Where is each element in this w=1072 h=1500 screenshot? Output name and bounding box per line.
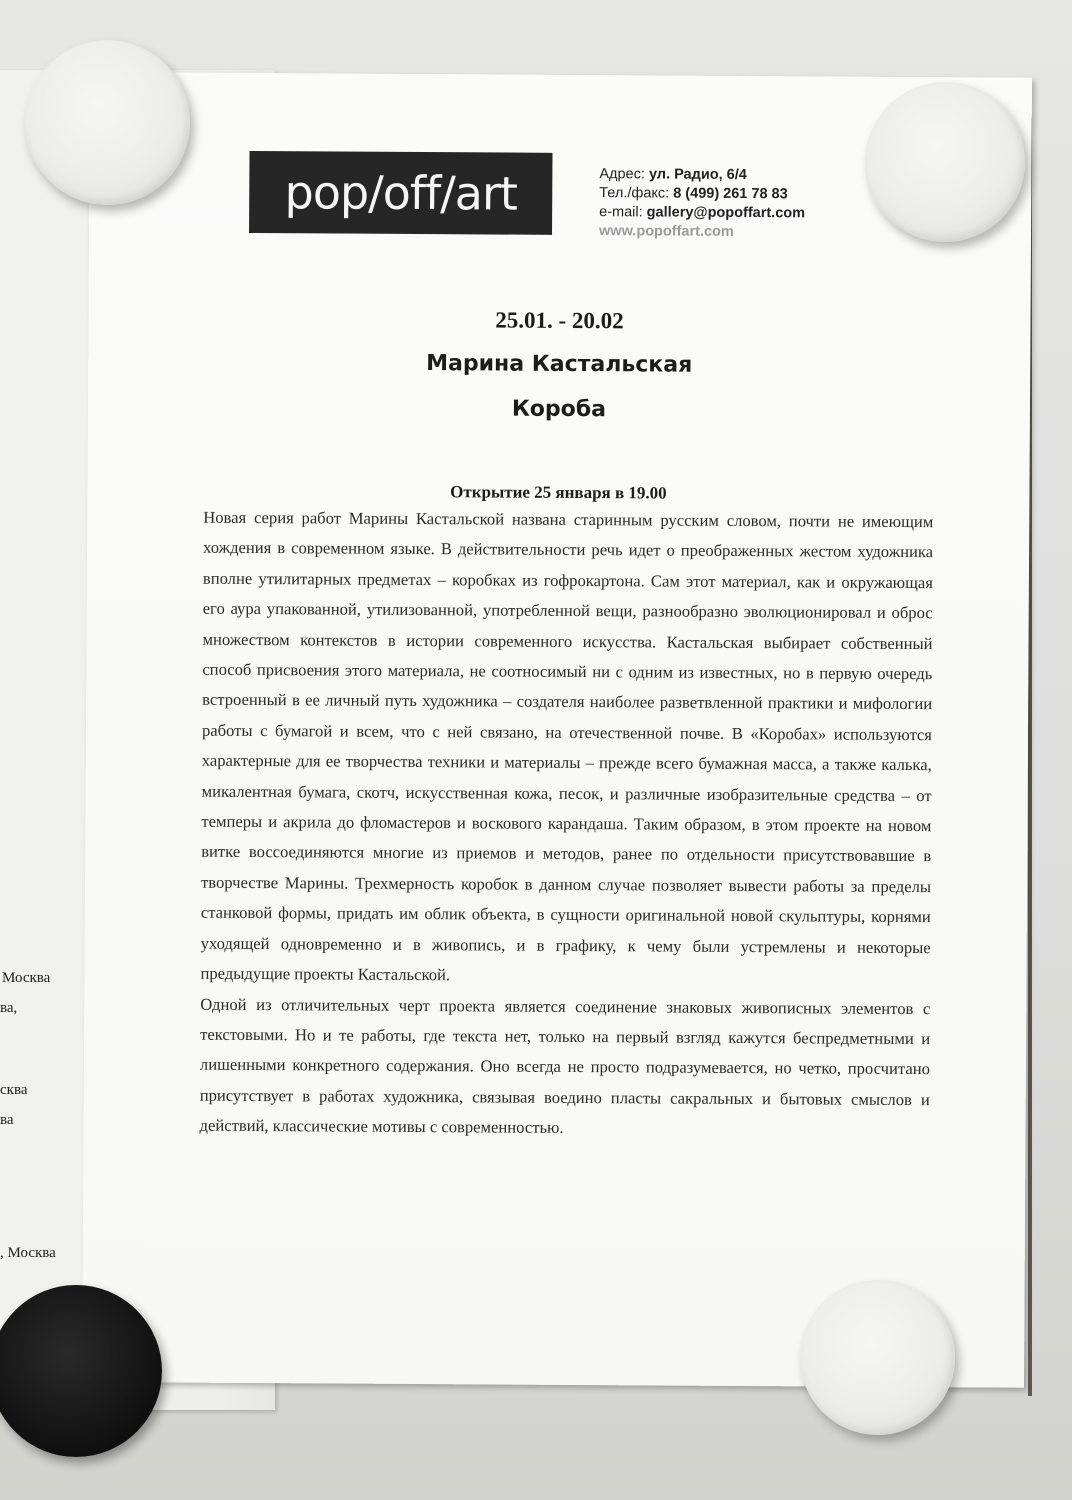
contact-block xyxy=(599,165,805,242)
left-fragment: ва xyxy=(0,1112,14,1128)
email-line xyxy=(599,203,805,223)
opening-info: Открытие 25 января в 19.00 xyxy=(450,482,667,503)
exhibition-dates: 25.01. - 20.02 xyxy=(495,307,624,334)
artist-name: Марина Кастальская xyxy=(426,351,693,378)
email-label: e-mail: xyxy=(599,204,643,221)
phone-line xyxy=(599,184,805,204)
white-magnet xyxy=(865,82,1025,242)
website: www.popoffart.com xyxy=(598,223,734,240)
address-value: ул. Радио, 6/4 xyxy=(648,166,747,184)
left-fragment: ва, xyxy=(0,1000,18,1016)
press-release-text xyxy=(199,503,933,1146)
address-line xyxy=(599,165,805,185)
left-fragment: Москва xyxy=(2,970,51,986)
exhibition-title: Короба xyxy=(511,396,607,423)
white-magnet xyxy=(25,40,190,205)
white-magnet xyxy=(800,1280,955,1435)
gallery-logo: pop/off/art xyxy=(249,151,552,235)
phone-label: Тел./факс: xyxy=(599,185,670,202)
phone-value: 8 (499) 261 78 83 xyxy=(673,185,788,203)
left-fragment: , Москва xyxy=(0,1245,56,1261)
paragraph: Новая серия работ Марины Кастальской названа старинным русским словом, почти не имеющим хождения в современном языке. В действительности речь идет о преображенных жестом художника вполне утилитарных предметах – коробках из гофрокартона. Сам этот материал, как и окружающая его аура упакованной, утилизованной, употребленной вещи, разнообразно эволюционировал и оброс множеством контекстов в истории современного искусства. Кастальская выбирает собственный способ присвоения этого материала, не соотносимый ни с одним из известных, но в первую очередь встроенный в ее личный путь художника – создателя наиболее разветвленной практики и мифологии работы с бумагой и всем, что с ней связано, на отечественной почве. В «Коробах» используются характерные для ее творчества техники и материалы – прежде всего бумажная масса, а также калька, микалентная бумага, скотч, искусственная кожа, песок, и различные изобразительные средства – от темперы и акрила до фломастеров и воскового карандаша. Таким образом, в этом проекте на новом витке воссоединяются многие из приемов и методов, ранее по отдельности присутствовавшие в творчестве Марины. Трехмерность коробок в данном случае позволяет вывести работы за пределы станковой формы, придать им облик объекта, в сущности оригинальной новой скульптуры, корнями уходящей одновременно и в живопись, и в графику, к чему были устремлены и некоторые предыдущие проекты Кастальской. xyxy=(200,507,934,985)
left-fragment: сква xyxy=(0,1082,28,1098)
paragraph: Одной из отличительных черт проекта является соединение знаковых живописных элементов с текстовыми. Но и те работы, где текста нет, только на первый взгляд кажутся беспредметными и лишенными конкретного содержания. Оно всегда не просто подразумевается, но четко, просчитано присутствует в работах художника, связывая воедино пласты сакральных и бытовых смыслов и действий, классические мотивы с современностью. xyxy=(199,994,931,1138)
email-value: gallery@popoffart.com xyxy=(646,204,806,222)
address-label: Адрес: xyxy=(599,166,645,183)
press-release-sheet xyxy=(82,72,1032,1388)
